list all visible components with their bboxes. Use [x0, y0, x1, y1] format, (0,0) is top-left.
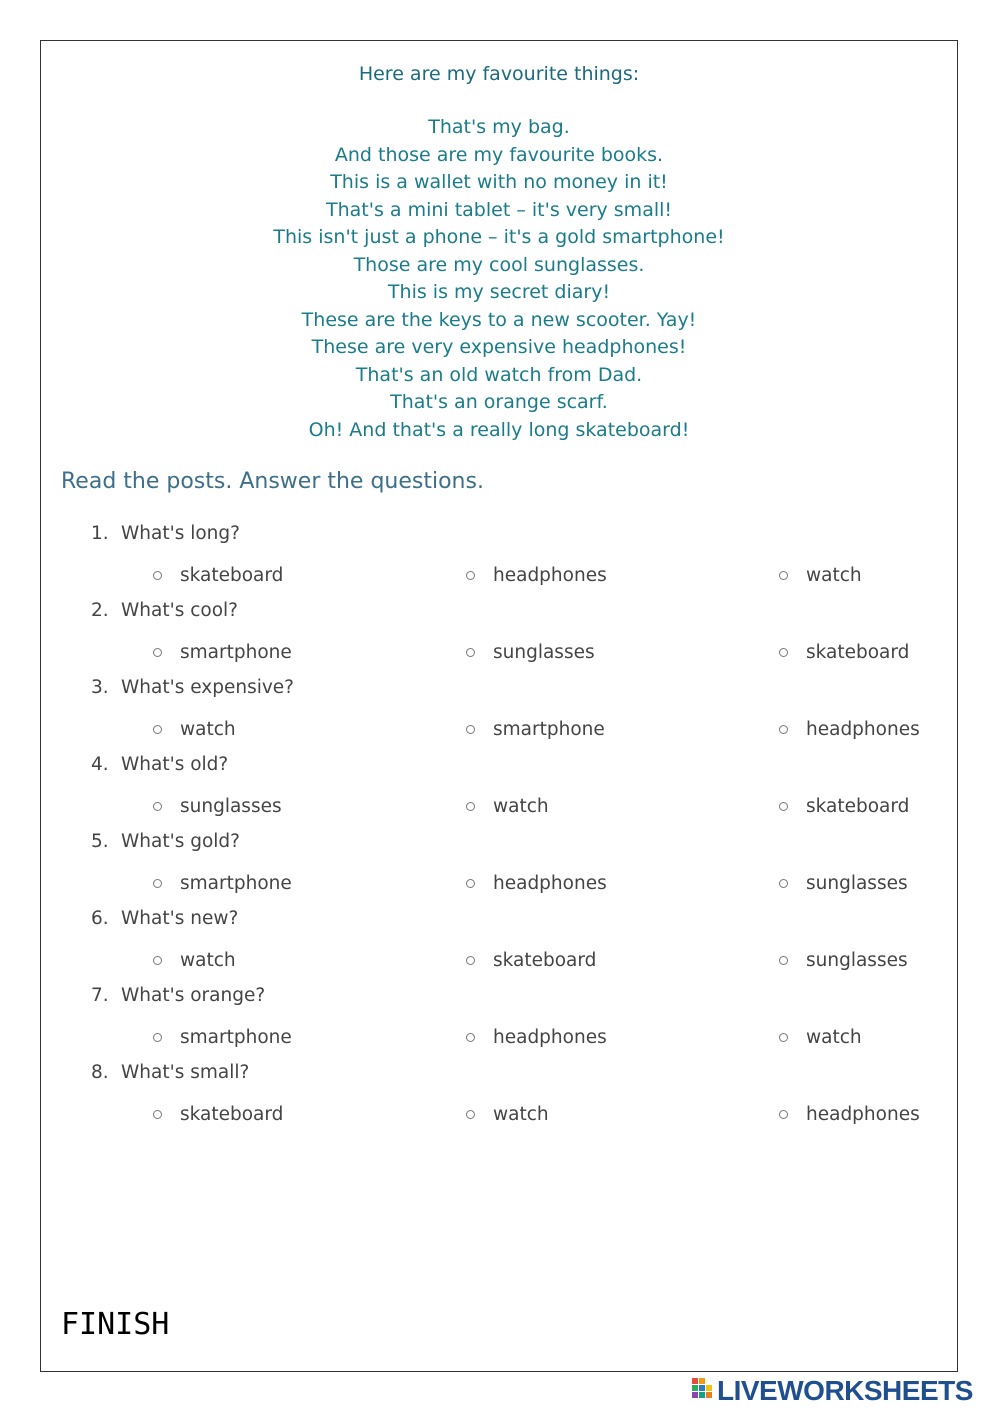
option-label: watch — [493, 1104, 549, 1125]
radio-circle-icon[interactable] — [466, 571, 475, 580]
answer-option[interactable] — [466, 796, 549, 817]
radio-circle-icon[interactable] — [779, 956, 788, 965]
option-label: smartphone — [180, 873, 292, 894]
option-label: headphones — [493, 873, 607, 894]
option-label: skateboard — [493, 950, 597, 971]
story-line: Oh! And that's a really long skateboard! — [308, 418, 690, 441]
answer-option[interactable] — [779, 950, 908, 971]
option-label: watch — [806, 1027, 862, 1048]
story-line: Those are my cool sunglasses. — [353, 253, 645, 276]
answer-option[interactable] — [466, 1104, 549, 1125]
answer-option[interactable] — [779, 1027, 862, 1048]
answer-option[interactable] — [153, 719, 236, 740]
answer-option[interactable] — [153, 642, 292, 663]
answer-option[interactable] — [779, 873, 908, 894]
option-label: sunglasses — [180, 796, 282, 817]
answer-option[interactable] — [779, 719, 920, 740]
question-1 — [41, 523, 957, 600]
story-line: That's a mini tablet – it's very small! — [325, 198, 673, 221]
answer-option[interactable] — [153, 950, 236, 971]
answer-option[interactable] — [466, 873, 607, 894]
question-text: What's small? — [121, 1062, 250, 1083]
option-label: smartphone — [180, 1027, 292, 1048]
option-label: sunglasses — [806, 950, 908, 971]
question-2 — [41, 600, 957, 677]
radio-circle-icon[interactable] — [153, 879, 162, 888]
liveworksheets-logo-icon — [692, 1378, 714, 1404]
story-line: That's my bag. — [428, 116, 570, 138]
question-text: What's new? — [121, 908, 239, 929]
radio-circle-icon[interactable] — [466, 879, 475, 888]
question-number: 5. — [91, 831, 109, 852]
story-line: This is a wallet with no money in it! — [330, 171, 668, 193]
radio-circle-icon[interactable] — [153, 802, 162, 811]
option-label: skateboard — [180, 1104, 284, 1125]
radio-circle-icon[interactable] — [153, 1033, 162, 1042]
answer-option[interactable] — [153, 1027, 292, 1048]
brand-name: LIVEWORKSHEETS — [717, 1375, 973, 1406]
option-label: sunglasses — [493, 642, 595, 663]
radio-circle-icon[interactable] — [779, 1033, 788, 1042]
radio-circle-icon[interactable] — [779, 571, 788, 580]
answer-option[interactable] — [466, 1027, 607, 1048]
story-line: These are the keys to a new scooter. Yay! — [301, 308, 697, 331]
question-number: 2. — [91, 600, 109, 621]
question-text: What's cool? — [121, 600, 238, 621]
answer-option[interactable] — [779, 642, 909, 663]
finish-button[interactable]: FINISH — [61, 1307, 170, 1342]
story-line: This isn't just a phone – it's a gold smartphone! — [273, 226, 725, 248]
radio-circle-icon[interactable] — [153, 571, 162, 580]
radio-circle-icon[interactable] — [466, 648, 475, 657]
worksheet — [40, 40, 958, 1372]
question-4 — [41, 754, 957, 831]
question-number: 6. — [91, 908, 109, 929]
radio-circle-icon[interactable] — [153, 1110, 162, 1119]
radio-circle-icon[interactable] — [779, 802, 788, 811]
answer-option[interactable] — [466, 565, 607, 586]
instruction-heading: Read the posts. Answer the questions. — [61, 469, 484, 494]
answer-option[interactable] — [466, 642, 595, 663]
option-label: headphones — [806, 719, 920, 740]
radio-circle-icon[interactable] — [779, 879, 788, 888]
question-text: What's orange? — [121, 985, 266, 1006]
answer-option[interactable] — [779, 796, 909, 817]
option-label: headphones — [493, 565, 607, 586]
question-text: What's long? — [121, 523, 240, 544]
radio-circle-icon[interactable] — [153, 725, 162, 734]
option-label: watch — [180, 719, 236, 740]
question-number: 1. — [91, 523, 109, 544]
question-text: What's old? — [121, 754, 229, 775]
option-label: skateboard — [180, 565, 284, 586]
question-number: 8. — [91, 1062, 109, 1083]
question-7 — [41, 985, 957, 1062]
answer-option[interactable] — [153, 796, 282, 817]
answer-option[interactable] — [153, 565, 283, 586]
radio-circle-icon[interactable] — [466, 802, 475, 811]
option-label: watch — [180, 950, 236, 971]
question-number: 4. — [91, 754, 109, 775]
brand-watermark — [692, 1376, 973, 1406]
radio-circle-icon[interactable] — [466, 725, 475, 734]
radio-circle-icon[interactable] — [466, 1110, 475, 1119]
story-line: This is my secret diary! — [387, 281, 611, 303]
radio-circle-icon[interactable] — [779, 1110, 788, 1119]
question-text: What's expensive? — [121, 677, 294, 698]
question-list — [41, 523, 957, 1139]
story-text — [41, 114, 957, 444]
story-line: And those are my favourite books. — [334, 143, 664, 166]
option-label: watch — [493, 796, 549, 817]
question-5 — [41, 831, 957, 908]
answer-option[interactable] — [153, 873, 292, 894]
answer-option[interactable] — [466, 719, 605, 740]
answer-option[interactable] — [466, 950, 596, 971]
question-number: 3. — [91, 677, 109, 698]
story-title: Here are my favourite things: — [358, 63, 640, 85]
question-number: 7. — [91, 985, 109, 1006]
option-label: watch — [806, 565, 862, 586]
radio-circle-icon[interactable] — [153, 648, 162, 657]
option-label: smartphone — [180, 642, 292, 663]
radio-circle-icon[interactable] — [153, 956, 162, 965]
answer-option[interactable] — [779, 565, 862, 586]
story-line: That's an orange scarf. — [390, 391, 608, 413]
option-label: headphones — [493, 1027, 607, 1048]
option-label: skateboard — [806, 796, 910, 817]
question-text: What's gold? — [121, 831, 240, 852]
option-label: skateboard — [806, 642, 910, 663]
answer-option[interactable] — [779, 1104, 920, 1125]
radio-circle-icon[interactable] — [466, 956, 475, 965]
question-6 — [41, 908, 957, 985]
answer-option[interactable] — [153, 1104, 283, 1125]
question-3 — [41, 677, 957, 754]
radio-circle-icon[interactable] — [779, 648, 788, 657]
option-label: headphones — [806, 1104, 920, 1125]
story-line: These are very expensive headphones! — [311, 336, 687, 358]
option-label: sunglasses — [806, 873, 908, 894]
option-label: smartphone — [493, 719, 605, 740]
question-8 — [41, 1062, 957, 1139]
radio-circle-icon[interactable] — [466, 1033, 475, 1042]
story-line: That's an old watch from Dad. — [355, 363, 643, 386]
radio-circle-icon[interactable] — [779, 725, 788, 734]
